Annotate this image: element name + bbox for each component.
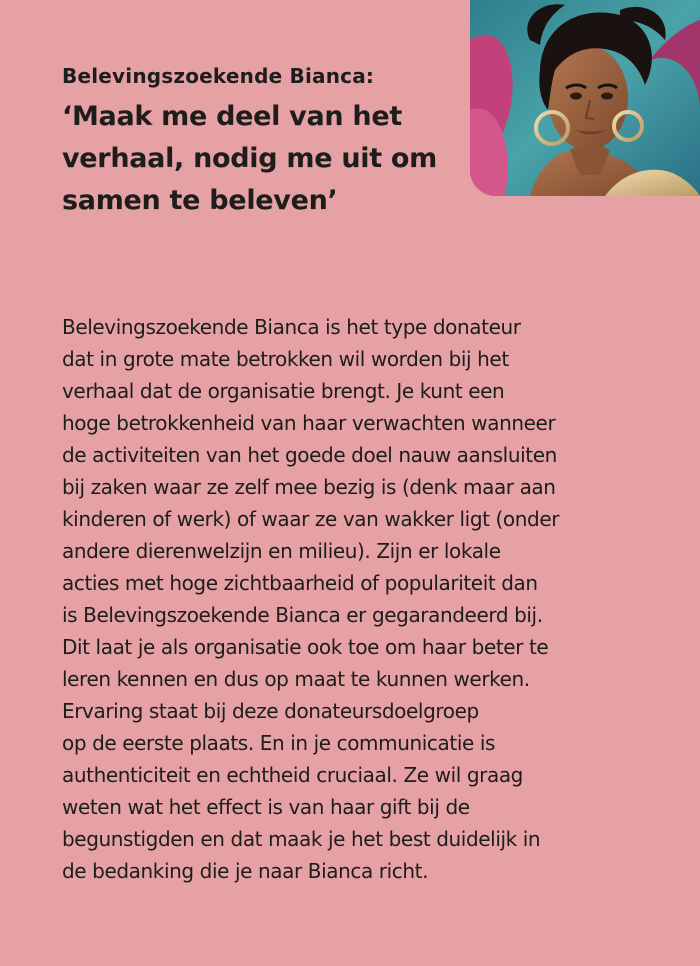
body-line: weten wat het effect is van haar gift bij de — [62, 795, 470, 819]
body-line: kinderen of werk) of waar ze van wakker ligt (onder — [62, 507, 560, 531]
body-line: de bedanking die je naar Bianca richt. — [62, 859, 429, 883]
portrait-photo — [470, 0, 700, 196]
body-line: Dit laat je als organisatie ook toe om haar beter te — [62, 635, 549, 659]
title-line: verhaal, nodig me uit om — [62, 143, 437, 174]
body-line: authenticiteit en echtheid cruciaal. Ze wil graag — [62, 763, 523, 787]
body-line: verhaal dat de organisatie brengt. Je kunt een — [62, 379, 505, 403]
body-line: hoge betrokkenheid van haar verwachten wanneer — [62, 411, 556, 435]
title-line: ‘Maak me deel van het — [62, 101, 402, 132]
persona-quote-title — [62, 96, 462, 222]
body-line: Ervaring staat bij deze donateursdoelgroep — [62, 699, 479, 723]
body-line: dat in grote mate betrokken wil worden bij het — [62, 347, 509, 371]
body-line: andere dierenwelzijn en milieu). Zijn er lokale — [62, 539, 501, 563]
body-line: is Belevingszoekende Bianca er gegarandeerd bij. — [62, 603, 543, 627]
body-line: acties met hoge zichtbaarheid of populariteit dan — [62, 571, 538, 595]
persona-description — [62, 311, 662, 887]
body-line: de activiteiten van het goede doel nauw aansluiten — [62, 443, 557, 467]
body-line: bij zaken waar ze zelf mee bezig is (denk maar aan — [62, 475, 556, 499]
body-line: Belevingszoekende Bianca is het type donateur — [62, 315, 521, 339]
body-line: begunstigden en dat maak je het best duidelijk in — [62, 827, 541, 851]
body-line: op de eerste plaats. En in je communicatie is — [62, 731, 496, 755]
title-line: samen te beleven’ — [62, 185, 338, 216]
body-line: leren kennen en dus op maat te kunnen werken. — [62, 667, 530, 691]
persona-subtitle: Belevingszoekende Bianca: — [62, 64, 375, 88]
